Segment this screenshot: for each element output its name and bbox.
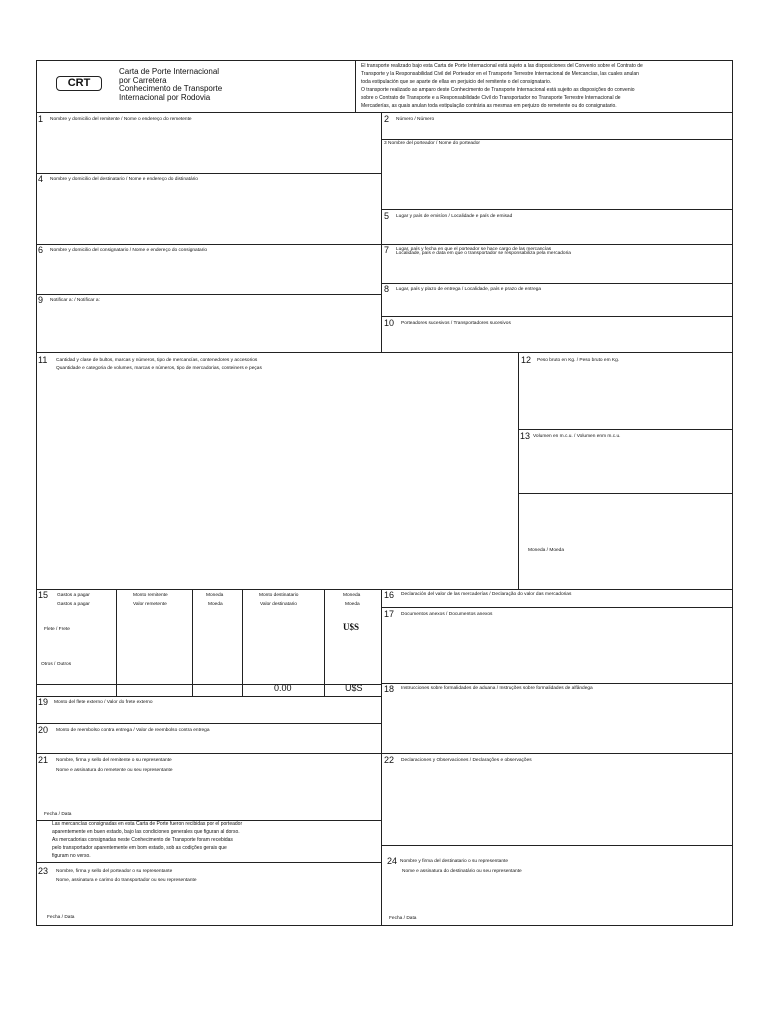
receipt-line: pelo transportador aparentemente em bom estado, sob as codições gerais que	[52, 845, 227, 851]
field-24-label: Nombre y firma del destinatario o su representante	[400, 859, 508, 864]
field-6-label: Nombre y domicilio del consignatario / Nome e endereço do consignatario	[50, 248, 208, 253]
field-20-label: Monto de reembolso contra entrega / Valor de reembolso contra entrega	[56, 728, 210, 733]
field-23-number: 23	[38, 866, 49, 876]
total-value: 0.00	[274, 683, 292, 693]
title-line: Carta de Porte Internacional	[119, 67, 220, 76]
field-16-label: Declaración del valor de las mercaderías / Declaração do valor das mercadorias	[401, 592, 572, 597]
field-13-number: 13	[520, 431, 531, 441]
field-11-label: Cantidad y clase de bultos, marcas y números, tipo de mercancías, contenedores y accesorios	[56, 358, 258, 363]
field-9-label: Notificar a: / Notificar a:	[50, 298, 100, 303]
col-moneda-2-es: Moneda	[343, 593, 361, 598]
field-4-number: 4	[38, 174, 44, 184]
field-16-number: 16	[384, 590, 395, 600]
field-21-label-pt: Nome e assinatura do remetente ou seu representante	[56, 768, 173, 773]
field-2-number: 2	[384, 114, 390, 124]
col-moneda-2-pt: Moeda	[345, 602, 360, 607]
field-21-date: Fecha / Data	[44, 812, 72, 817]
col-gastos-es: Gastos a pagar	[57, 593, 90, 598]
field-19-number: 19	[38, 697, 49, 707]
field-24-number: 24	[387, 856, 398, 866]
legal-line: Transporte y la Responsabilidad Civil del Porteador en el Transporte Terrestre Internacional de Mercancías, las cuales anulan	[361, 71, 639, 77]
field-2-label: Número / Número	[396, 117, 435, 122]
form-title	[119, 68, 222, 102]
col-monto-dest-es: Monto destinatario	[259, 593, 299, 598]
field-7-label-pt: Localidade, país e data em que o transportador se responsabiliza pela mercadoria	[396, 251, 571, 256]
receipt-line: aparentemente en buen estado, bajo las condiciones generales que figuran al dorso.	[52, 829, 240, 835]
field-17-label: Documentos anexos / Documentos anexos	[401, 612, 493, 617]
col-moneda-1-pt: Moeda	[208, 602, 223, 607]
field-4-label: Nombre y domicilio del destinatario / Nome e endereço do distinatário	[50, 177, 198, 182]
field-22-number: 22	[384, 755, 395, 765]
receipt-line: As mercadorias consignadas neste Conhecimento de Transporte foram recebidas	[52, 837, 233, 843]
field-23-label: Nombre, firma y sello del porteador o su representante	[56, 869, 173, 874]
total-currency: U$S	[345, 683, 363, 693]
field-11-number: 11	[38, 355, 48, 365]
title-line: Internacional por Rodovia	[119, 92, 211, 102]
field-14-label: Moneda / Moeda	[528, 548, 565, 553]
field-10-label: Porteadores sucesivos / Transportadores sucesivos	[401, 321, 511, 326]
field-6-number: 6	[38, 245, 44, 255]
row-flete-label: Flete / Frete	[44, 627, 70, 632]
field-24-label-pt: Nome e assinatura do destinatário ou seu representante	[402, 869, 522, 874]
legal-line: El transporte realizado bajo esta Carta de Porte Internacional está sujeto a las disposiciones del Convenio sobre el Contrato de	[361, 63, 643, 69]
col-monto-dest-pt: Valor destinatario	[260, 602, 297, 607]
field-20-number: 20	[38, 725, 49, 735]
receipt-line: Las mercancías consignadas en esta Carta de Porte fueron recibidas por el porteador	[52, 821, 243, 827]
legal-line: toda estipulación que se aparte de ellas en perjuicio del remitente o del consignatario.	[361, 79, 552, 85]
field-10-number: 10	[384, 318, 395, 328]
legal-line: O transporte realizado ao amparo deste Conhecimento de Transporte Internacional está sujeito as disposições do convenio	[361, 87, 635, 93]
field-8-label: Lugar, país y plazo de entrega / Localidade, país e prazo de entrega	[396, 287, 542, 292]
field-15-number: 15	[38, 590, 49, 600]
field-21-label: Nombre, firma y sello del remitente o su representante	[56, 758, 172, 763]
field-23-date: Fecha / Data	[47, 915, 75, 920]
col-gastos-pt: Gastos a pagar	[57, 602, 90, 607]
legal-notice	[361, 62, 643, 110]
field-19-label: Monto del flete externo / Valor do frete externo	[54, 700, 153, 705]
field-9-number: 9	[38, 295, 44, 305]
field-12-label: Peso bruto en Kg. / Peso bruto em Kg.	[537, 358, 620, 363]
currency-mid: U$S	[343, 622, 360, 632]
crt-badge: CRT	[56, 76, 102, 91]
col-monto-rem-es: Monto remitente	[133, 593, 168, 598]
field-3-label: 3 Nombre del porteador / Nome do porteador	[384, 141, 480, 146]
title-line: Conhecimento de Transporte	[119, 84, 223, 93]
field-23-label-pt: Nome, assinatura e carimo do transportador ou seu representante	[56, 878, 197, 883]
field-13-label: Volumen en m.c.u. / Volumen enm m.c.u.	[533, 434, 621, 439]
receipt-line: figuram no verso.	[52, 853, 91, 859]
field-21-number: 21	[38, 755, 49, 765]
legal-line: sobre o Contrato de Transporte e a Responsabilidade Civil do Transportador no Transporte Terrestre Internacional de	[361, 95, 621, 101]
field-12-number: 12	[521, 355, 532, 365]
field-5-number: 5	[384, 211, 390, 221]
field-7-number: 7	[384, 245, 390, 255]
field-5-label: Lugar y país de emisíon / Localidade e país de emisad	[396, 214, 513, 219]
field-17-number: 17	[384, 609, 395, 619]
field-18-number: 18	[384, 684, 395, 694]
field-24-date: Fecha / Data	[389, 916, 417, 921]
col-monto-rem-pt: Valor remetente	[133, 602, 167, 607]
field-22-label: Declaraciones y Observaciones / Declarações e observações	[401, 758, 532, 763]
field-7-label: Lugar, país y fecha en que el porteador se hace cargo de las mercancías	[396, 247, 552, 252]
receipt-text	[52, 820, 242, 860]
legal-line: Mercaderías, as quais anulan toda estipulação contrária as mesmas em perjuizo do remetente ou do consignatario.	[361, 103, 617, 109]
col-moneda-1-es: Moneda	[206, 593, 224, 598]
field-11-label-pt: Quantidade e categoria de volumes, marcas e números, tipo de mercadorias, conteiners e peças	[56, 366, 262, 371]
field-8-number: 8	[384, 284, 390, 294]
title-line: por Carretera	[119, 75, 167, 85]
field-18-label: Instrucciones sobre formalidades de aduana / Instruções sobre formalidades de alfândega	[401, 686, 593, 691]
field-1-number: 1	[38, 114, 44, 124]
row-otros-label: Otros / Outros	[41, 662, 72, 667]
field-1-label: Nombre y domicilio del remitente / Nome o endereço do remetente	[50, 117, 192, 122]
